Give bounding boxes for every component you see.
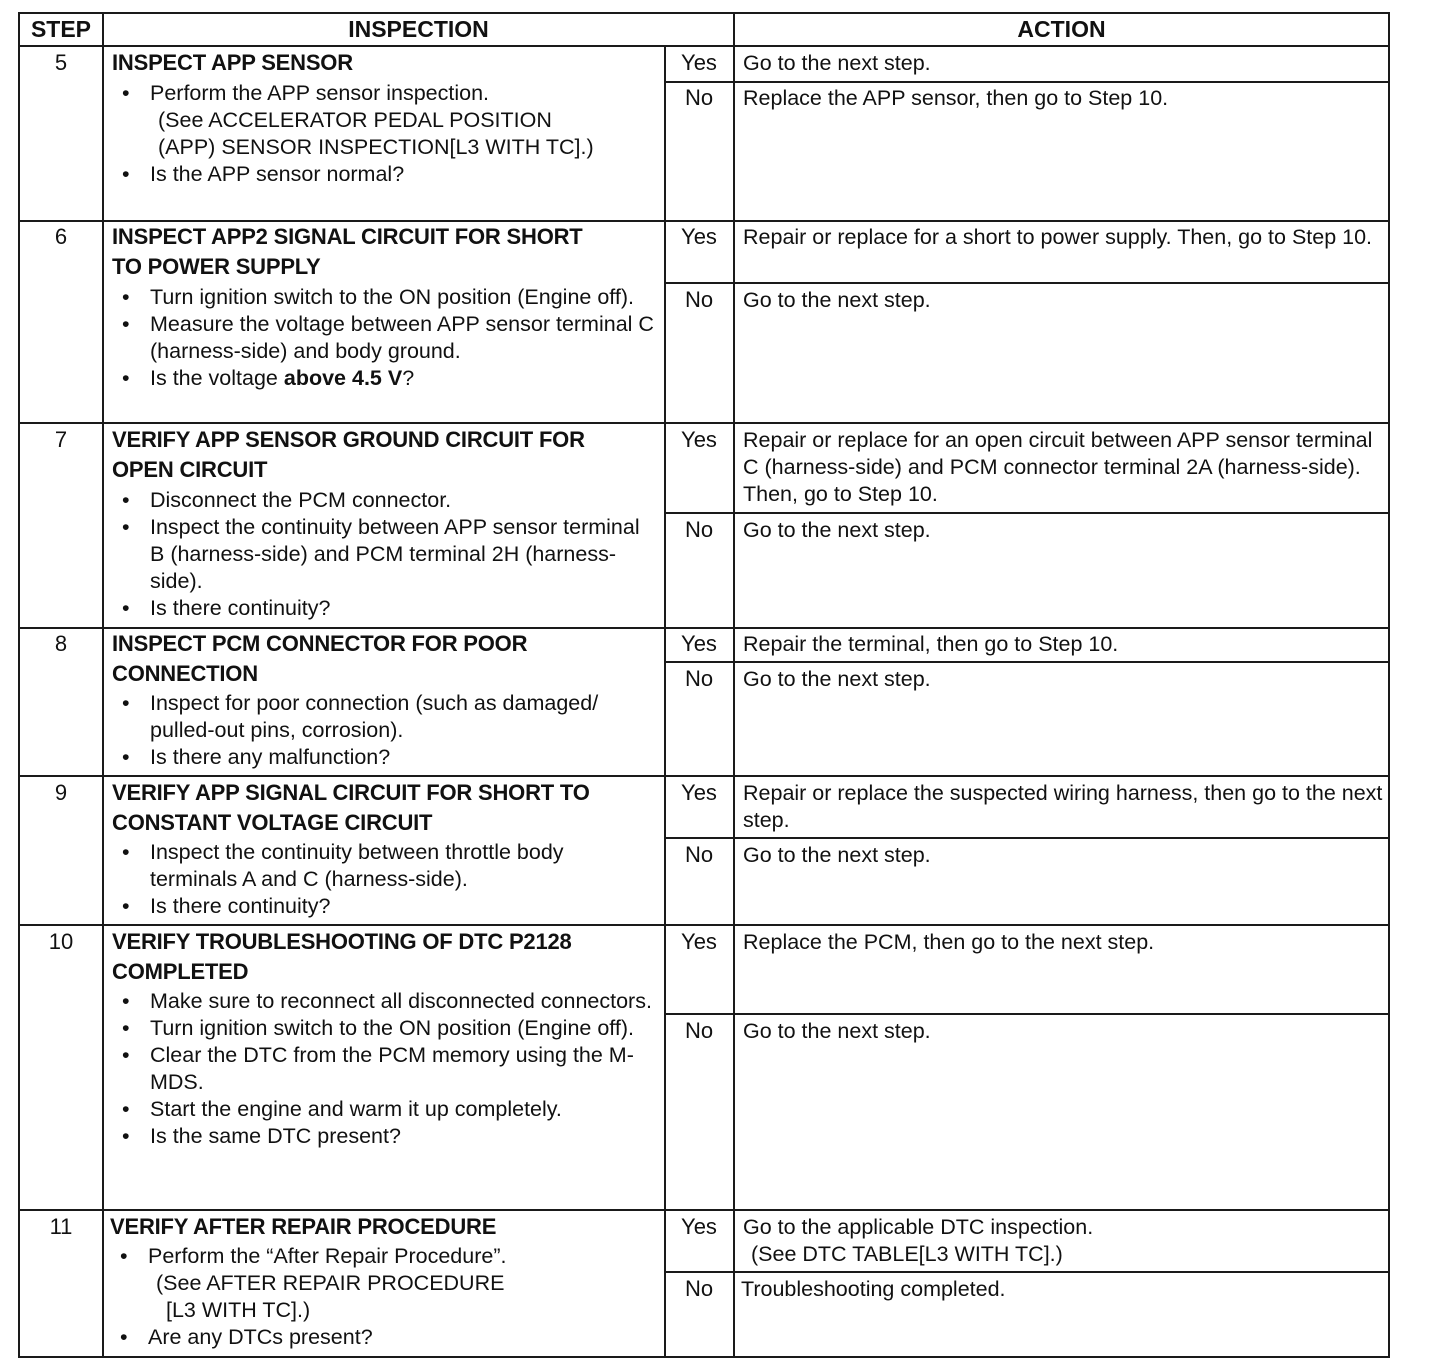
inspection-bullets — [112, 839, 642, 920]
no-label: No — [684, 85, 714, 110]
yes-action-line: Go to the applicable DTC inspection. — [743, 1215, 1094, 1239]
inspection-title-line: VERIFY TROUBLESHOOTING OF DTC P2128 — [112, 929, 572, 954]
yes-label: Yes — [681, 224, 717, 249]
yes-no-divider — [664, 837, 1390, 839]
yes-action: Repair or replace for a short to power supply. Then, go to Step 10. — [743, 225, 1373, 249]
step-number: 11 — [49, 1214, 73, 1239]
list-item: • Perform the APP sensor inspection. (See ACCELERATOR PEDAL POSITION (APP) SENSOR INSPECTION[L3 WITH TC].) — [112, 80, 662, 161]
inspection-bullets — [112, 487, 642, 622]
no-label: No — [684, 842, 714, 867]
no-label: No — [684, 287, 714, 312]
list-item: • Is there any malfunction? — [112, 744, 662, 771]
no-action: Go to the next step. — [743, 667, 931, 691]
yes-label: Yes — [681, 1214, 717, 1239]
row-divider — [18, 775, 1390, 777]
no-action: Go to the next step. — [743, 843, 931, 867]
inspection-title-line: OPEN CIRCUIT — [112, 457, 268, 482]
no-label: No — [684, 1018, 714, 1043]
column-header-action: ACTION — [1017, 16, 1106, 42]
yes-no-divider — [664, 81, 1390, 83]
step-number: 5 — [54, 50, 68, 75]
no-label: No — [684, 666, 714, 691]
divider-step-inspection — [102, 12, 104, 1358]
step-number: 9 — [54, 780, 68, 805]
list-item: • Disconnect the PCM connector. — [112, 487, 642, 514]
yes-label: Yes — [681, 780, 717, 805]
list-item: • Is there continuity? — [112, 893, 642, 920]
list-item: • Are any DTCs present? — [110, 1324, 660, 1351]
no-label: No — [684, 517, 714, 542]
list-item: • Turn ignition switch to the ON position (Engine off). — [112, 284, 657, 311]
yes-no-divider — [664, 661, 1390, 663]
row-divider — [18, 924, 1390, 926]
inspection-title — [112, 222, 662, 282]
yes-no-divider — [664, 1271, 1390, 1273]
no-action: Go to the next step. — [743, 288, 931, 312]
yes-action: Repair or replace the suspected wiring harness, then go to the next step. — [743, 781, 1383, 832]
no-action: Troubleshooting completed. — [741, 1277, 1006, 1301]
step-number: 6 — [54, 224, 68, 249]
inspection-title-line: TO POWER SUPPLY — [112, 254, 321, 279]
column-header-step: STEP — [30, 16, 92, 42]
list-item: • Inspect for poor connection (such as damaged/ pulled-out pins, corrosion). — [112, 690, 662, 744]
step-number: 7 — [54, 427, 68, 452]
yes-action-note: (See DTC TABLE[L3 WITH TC].) — [751, 1242, 1063, 1266]
no-action: Go to the next step. — [743, 1019, 931, 1043]
yes-no-divider — [664, 282, 1390, 284]
inspection-title-line: INSPECT APP SENSOR — [112, 50, 353, 75]
yes-no-divider — [664, 512, 1390, 514]
no-label: No — [684, 1276, 714, 1301]
inspection-title-line: COMPLETED — [112, 959, 249, 984]
inspection-title — [112, 629, 662, 689]
inspection-title-line: INSPECT APP2 SIGNAL CIRCUIT FOR SHORT — [112, 224, 583, 249]
list-item: • Turn ignition switch to the ON position (Engine off). — [112, 1015, 657, 1042]
list-item: • Is the APP sensor normal? — [112, 161, 662, 188]
yes-label: Yes — [681, 50, 717, 75]
inspection-title — [110, 1212, 660, 1242]
yes-action: Repair the terminal, then go to Step 10. — [743, 632, 1119, 656]
inspection-bullets — [112, 80, 662, 188]
row-divider — [18, 422, 1390, 424]
header-divider — [18, 45, 1390, 47]
inspection-title-line: VERIFY AFTER REPAIR PROCEDURE — [110, 1214, 497, 1239]
list-item: • Start the engine and warm it up completely. — [112, 1096, 657, 1123]
inspection-bullets — [112, 284, 657, 392]
inspection-title-line: CONSTANT VOLTAGE CIRCUIT — [112, 810, 433, 835]
inspection-title-line: VERIFY APP SIGNAL CIRCUIT FOR SHORT TO — [112, 780, 590, 805]
divider-yesno-action — [733, 12, 735, 1358]
list-item: • Is the voltage above 4.5 V? — [112, 365, 657, 392]
yes-action: Replace the PCM, then go to the next step. — [743, 930, 1155, 954]
inspection-title-line: CONNECTION — [112, 661, 258, 686]
yes-no-divider — [664, 1013, 1390, 1015]
list-item: • Inspect the continuity between throttle body terminals A and C (harness-side). — [112, 839, 642, 893]
list-item: • Measure the voltage between APP sensor terminal C (harness-side) and body ground. — [112, 311, 657, 365]
list-item: • Make sure to reconnect all disconnected connectors. — [112, 988, 657, 1015]
row-divider — [18, 1209, 1390, 1211]
inspection-title — [112, 48, 662, 78]
list-item: • Is there continuity? — [112, 595, 642, 622]
inspection-title — [112, 425, 662, 485]
yes-action — [743, 1214, 1383, 1268]
yes-action: Repair or replace for an open circuit between APP sensor terminal C (harness-side) and PCM connector terminal 2A (harness-side). Then, go to Step 10. — [743, 428, 1373, 506]
yes-label: Yes — [681, 631, 717, 656]
inspection-bullets — [112, 690, 662, 771]
column-header-inspection: INSPECTION — [348, 16, 489, 42]
no-action: Go to the next step. — [743, 518, 931, 542]
inspection-title-line: INSPECT PCM CONNECTOR FOR POOR — [112, 631, 528, 656]
inspection-title — [112, 778, 662, 838]
list-item: • Perform the “After Repair Procedure”. (See AFTER REPAIR PROCEDURE [L3 WITH TC].) — [110, 1243, 660, 1324]
list-item: • Is the same DTC present? — [112, 1123, 657, 1150]
inspection-title-line: VERIFY APP SENSOR GROUND CIRCUIT FOR — [112, 427, 585, 452]
list-item: • Inspect the continuity between APP sensor terminal B (harness-side) and PCM terminal 2H (harness-side). — [112, 514, 642, 595]
yes-label: Yes — [681, 427, 717, 452]
no-action: Replace the APP sensor, then go to Step 10. — [743, 86, 1169, 110]
inspection-title — [112, 927, 662, 987]
list-item: • Clear the DTC from the PCM memory using the M-MDS. — [112, 1042, 657, 1096]
yes-action: Go to the next step. — [743, 51, 931, 75]
step-number: 8 — [54, 631, 68, 656]
inspection-bullets — [110, 1243, 660, 1351]
step-number: 10 — [48, 929, 74, 954]
yes-label: Yes — [681, 929, 717, 954]
inspection-bullets — [112, 988, 657, 1150]
